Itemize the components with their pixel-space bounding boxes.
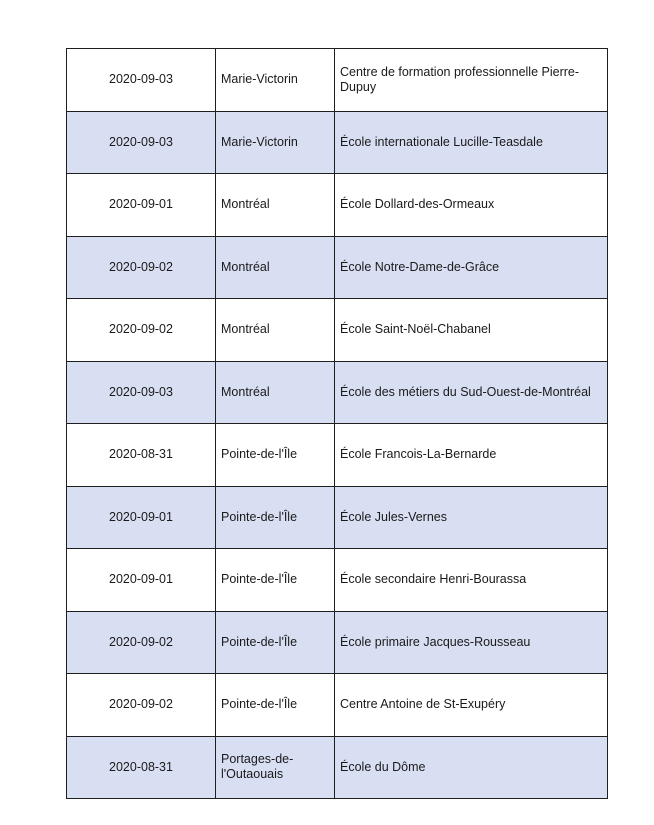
table-row [67, 611, 608, 674]
school-cell: École des métiers du Sud-Ouest-de-Montréal [335, 361, 608, 424]
region-cell: Pointe-de-l'Île [216, 549, 335, 612]
date-cell: 2020-09-02 [67, 236, 216, 299]
region-cell: Montréal [216, 174, 335, 237]
table-row [67, 424, 608, 487]
table-row [67, 736, 608, 799]
region-cell: Pointe-de-l'Île [216, 486, 335, 549]
region-cell: Pointe-de-l'Île [216, 424, 335, 487]
school-cell: École internationale Lucille-Teasdale [335, 111, 608, 174]
table-row [67, 361, 608, 424]
region-cell: Montréal [216, 236, 335, 299]
region-cell: Montréal [216, 299, 335, 362]
table-row [67, 486, 608, 549]
table-row [67, 674, 608, 737]
date-cell: 2020-09-01 [67, 174, 216, 237]
date-cell: 2020-08-31 [67, 736, 216, 799]
school-cell: École Jules-Vernes [335, 486, 608, 549]
region-cell: Pointe-de-l'Île [216, 611, 335, 674]
table-row [67, 49, 608, 112]
date-cell: 2020-09-01 [67, 549, 216, 612]
region-cell: Marie-Victorin [216, 49, 335, 112]
school-cases-table [66, 48, 608, 799]
table-row [67, 299, 608, 362]
table-row [67, 236, 608, 299]
date-cell: 2020-09-03 [67, 111, 216, 174]
date-cell: 2020-09-03 [67, 361, 216, 424]
school-cell: École du Dôme [335, 736, 608, 799]
school-cell: École Saint-Noël-Chabanel [335, 299, 608, 362]
school-cell: École secondaire Henri-Bourassa [335, 549, 608, 612]
date-cell: 2020-09-02 [67, 611, 216, 674]
school-cell: Centre de formation professionnelle Pierre-Dupuy [335, 49, 608, 112]
table-row [67, 111, 608, 174]
date-cell: 2020-09-02 [67, 674, 216, 737]
school-cell: École Francois-La-Bernarde [335, 424, 608, 487]
date-cell: 2020-08-31 [67, 424, 216, 487]
region-cell: Pointe-de-l'Île [216, 674, 335, 737]
table-row [67, 549, 608, 612]
school-cell: École Dollard-des-Ormeaux [335, 174, 608, 237]
region-cell: Marie-Victorin [216, 111, 335, 174]
region-cell: Portages-de-l'Outaouais [216, 736, 335, 799]
date-cell: 2020-09-02 [67, 299, 216, 362]
school-cell: Centre Antoine de St-Exupéry [335, 674, 608, 737]
document-page [66, 48, 607, 799]
school-cell: École Notre-Dame-de-Grâce [335, 236, 608, 299]
table-row [67, 174, 608, 237]
school-cell: École primaire Jacques-Rousseau [335, 611, 608, 674]
region-cell: Montréal [216, 361, 335, 424]
date-cell: 2020-09-01 [67, 486, 216, 549]
date-cell: 2020-09-03 [67, 49, 216, 112]
